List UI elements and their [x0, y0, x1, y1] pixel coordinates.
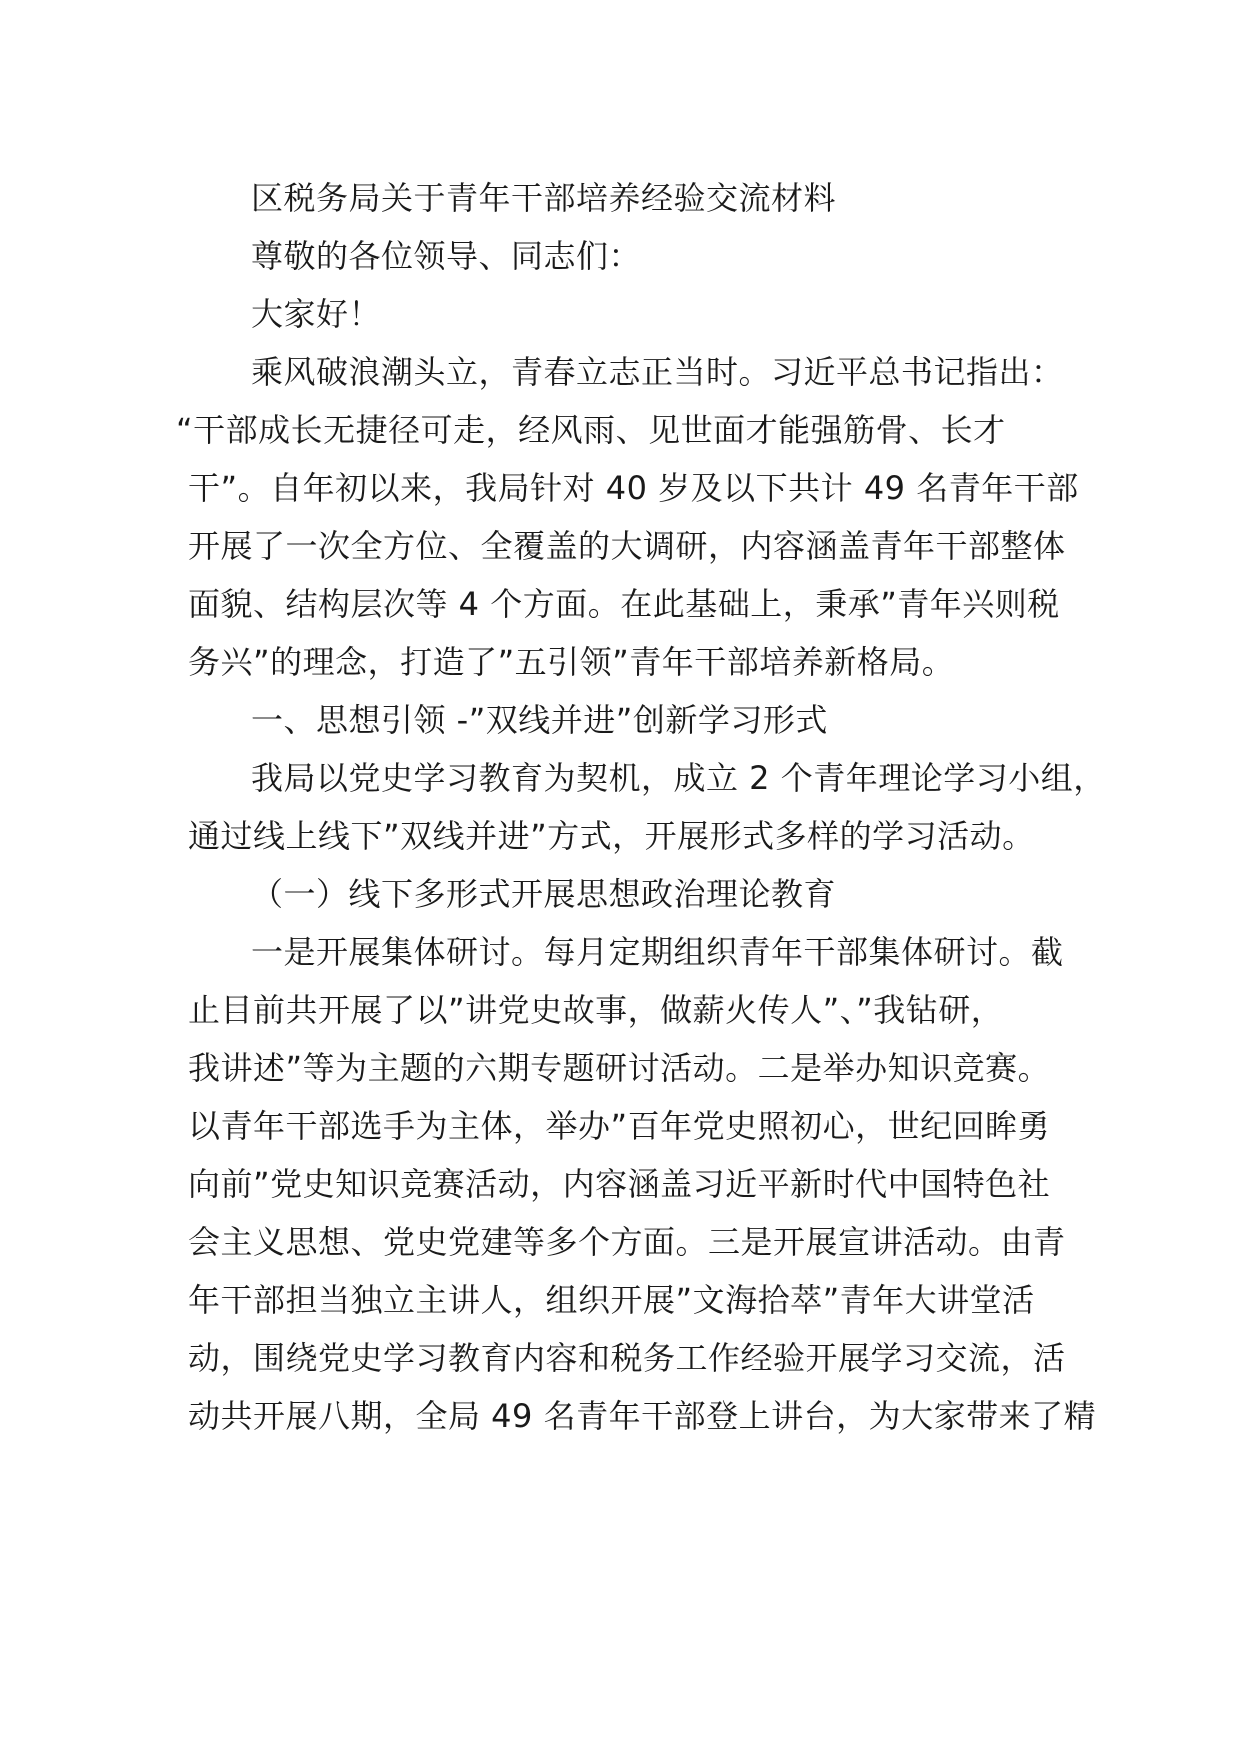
paragraph-line: 乘风破浪潮头立，青春立志正当时。习近平总书记指出：: [251, 353, 1064, 391]
section-heading: 一、思想引领 -”双线并进”创新学习形式: [251, 701, 828, 739]
paragraph-line: “干部成长无捷径可走，经风雨、见世面才能强筋骨、长才: [176, 411, 1006, 449]
paragraph-line: 一是开展集体研讨。每月定期组织青年干部集体研讨。截: [251, 933, 1064, 971]
document-title: 区税务局关于青年干部培养经验交流材料: [251, 179, 837, 217]
paragraph-line: 年干部担当独立主讲人，组织开展”文海拾萃”青年大讲堂活: [188, 1281, 1035, 1319]
paragraph-line: 我讲述”等为主题的六期专题研讨活动。二是举办知识竞赛。: [188, 1049, 1051, 1087]
paragraph-line: 动，围绕党史学习教育内容和税务工作经验开展学习交流，活: [188, 1339, 1066, 1377]
paragraph-line: 我局以党史学习教育为契机，成立 2 个青年理论学习小组，: [251, 759, 1106, 797]
subsection-heading: （一）线下多形式开展思想政治理论教育: [251, 875, 837, 913]
salutation: 尊敬的各位领导、同志们：: [251, 237, 642, 275]
paragraph-line: 止目前共开展了以”讲党史故事，做薪火传人”、”我钻研，: [188, 991, 1004, 1029]
paragraph-line: 通过线上线下”双线并进”方式，开展形式多样的学习活动。: [188, 817, 1035, 855]
paragraph-line: 务兴”的理念，打造了”五引领”青年干部培养新格局。: [188, 643, 955, 681]
paragraph-line: 干”。自年初以来，我局针对 40 岁及以下共计 49 名青年干部: [188, 469, 1079, 507]
greeting: 大家好！: [251, 295, 382, 333]
paragraph-line: 开展了一次全方位、全覆盖的大调研，内容涵盖青年干部整体: [188, 527, 1066, 565]
paragraph-line: 动共开展八期，全局 49 名青年干部登上讲台，为大家带来了精: [188, 1397, 1097, 1435]
paragraph-line: 面貌、结构层次等 4 个方面。在此基础上，秉承”青年兴则税: [188, 585, 1060, 623]
paragraph-line: 会主义思想、党史党建等多个方面。三是开展宣讲活动。由青: [188, 1223, 1066, 1261]
paragraph-line: 向前”党史知识竞赛活动，内容涵盖习近平新时代中国特色社: [188, 1165, 1051, 1203]
paragraph-line: 以青年干部选手为主体，举办”百年党史照初心，世纪回眸勇: [188, 1107, 1051, 1145]
